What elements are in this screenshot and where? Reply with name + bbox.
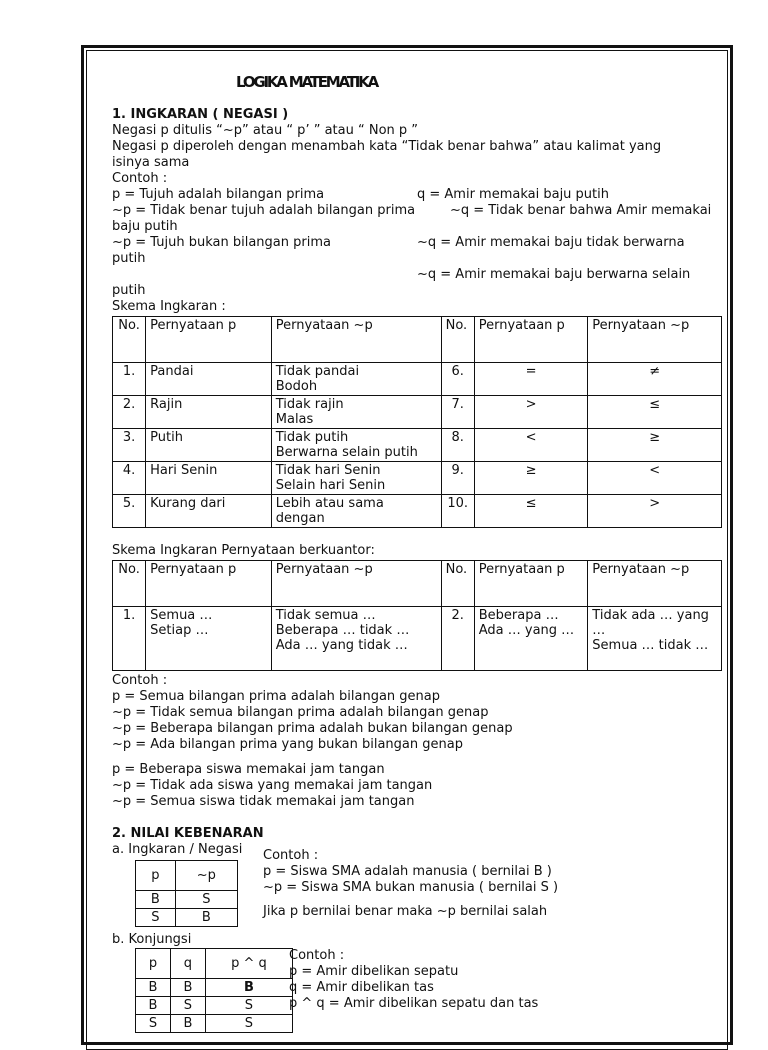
table-header-row [113, 561, 722, 607]
column-header: No. [113, 561, 146, 607]
example-right: q = Amir memakai baju putih [417, 187, 609, 202]
table-cell: Tidak semua … Beberapa … tidak … Ada … yang tidak … [271, 607, 441, 671]
example-left: baju putih [112, 219, 178, 234]
text-line: ~p = Beberapa bilangan prima adalah bukan bilangan genap [112, 721, 513, 736]
table-cell: ≥ [588, 429, 722, 462]
section2-heading: 2. NILAI KEBENARAN [112, 826, 264, 841]
table-header-row [136, 861, 238, 891]
table-cell: Rajin [146, 396, 272, 429]
negation-table [112, 316, 722, 528]
table-cell: Semua … Setiap … [146, 607, 272, 671]
column-header: ~p [175, 861, 237, 891]
table-cell: B [205, 979, 292, 997]
table-cell: Lebih atau sama dengan [271, 495, 441, 528]
table-cell: Tidak hari Senin Selain hari Senin [271, 462, 441, 495]
table-cell: B [170, 1015, 205, 1033]
text-line: p ^ q = Amir dibelikan sepatu dan tas [289, 996, 539, 1011]
table-row [113, 396, 722, 429]
column-header: No. [441, 317, 474, 363]
table-cell: < [474, 429, 588, 462]
negation-truth-table [135, 860, 238, 927]
table-cell: Tidak putih Berwarna selain putih [271, 429, 441, 462]
table-row [113, 462, 722, 495]
table-cell: S [205, 997, 292, 1015]
column-header: p ^ q [205, 949, 292, 979]
table-cell: Kurang dari [146, 495, 272, 528]
example-left: p = Tujuh adalah bilangan prima [112, 187, 325, 202]
text-line: q = Amir dibelikan tas [289, 980, 434, 995]
text-line: ~p = Tidak ada siswa yang memakai jam tangan [112, 778, 433, 793]
example-left: ~p = Tidak benar tujuh adalah bilangan prima [112, 203, 416, 218]
table-cell: 1. [113, 607, 146, 671]
table-cell: B [136, 979, 171, 997]
table-row [136, 997, 293, 1015]
text-line: Negasi p ditulis “~p” atau “ p’ ” atau “ Non p ” [112, 123, 419, 138]
table-cell: 8. [441, 429, 474, 462]
text-line: ~p = Semua siswa tidak memakai jam tangan [112, 794, 415, 809]
subsection-a-label: a. Ingkaran / Negasi [112, 842, 243, 857]
table-row [113, 363, 722, 396]
table-header-row [136, 949, 293, 979]
text-line: ~p = Ada bilangan prima yang bukan bilangan genap [112, 737, 463, 752]
column-header: p [136, 861, 176, 891]
table-cell: B [175, 909, 237, 927]
table-cell: 3. [113, 429, 146, 462]
table-cell: 7. [441, 396, 474, 429]
table-cell: Tidak pandai Bodoh [271, 363, 441, 396]
page-title: LOGIKA MATEMATIKA [236, 73, 377, 91]
table-cell: 1. [113, 363, 146, 396]
column-header: No. [113, 317, 146, 363]
table-cell: 4. [113, 462, 146, 495]
column-header: Pernyataan p [146, 561, 272, 607]
example-left: putih [112, 251, 146, 266]
table-cell: 9. [441, 462, 474, 495]
table-row [113, 607, 722, 671]
text-line: Contoh : [112, 673, 168, 688]
table-cell: S [136, 909, 176, 927]
subsection-b-label: b. Konjungsi [112, 932, 192, 947]
table-cell: ≥ [474, 462, 588, 495]
text-line: Contoh : [112, 171, 168, 186]
table-cell: 2. [441, 607, 474, 671]
table-cell: S [205, 1015, 292, 1033]
table-cell: Tidak ada … yang … Semua … tidak … [588, 607, 722, 671]
quantifier-table [112, 560, 722, 671]
column-header: Pernyataan ~p [271, 561, 441, 607]
text-line: p = Beberapa siswa memakai jam tangan [112, 762, 385, 777]
example-right: ~q = Amir memakai baju berwarna selain [417, 267, 691, 282]
skema2-label: Skema Ingkaran Pernyataan berkuantor: [112, 543, 375, 558]
table-cell: < [588, 462, 722, 495]
table-cell: S [136, 1015, 171, 1033]
column-header: No. [441, 561, 474, 607]
table-row [113, 429, 722, 462]
table-cell: Tidak rajin Malas [271, 396, 441, 429]
table-cell: 5. [113, 495, 146, 528]
table-cell: 2. [113, 396, 146, 429]
table-cell: Hari Senin [146, 462, 272, 495]
table-row [136, 891, 238, 909]
text-line: p = Semua bilangan prima adalah bilangan genap [112, 689, 441, 704]
text-line: Contoh : [289, 948, 345, 963]
table-cell: Beberapa … Ada … yang … [474, 607, 588, 671]
skema-label: Skema Ingkaran : [112, 299, 226, 314]
column-header: Pernyataan p [474, 317, 588, 363]
example-left: ~p = Tujuh bukan bilangan prima [112, 235, 331, 250]
table-cell: B [136, 891, 176, 909]
table-row [136, 979, 293, 997]
text-line: ~p = Tidak semua bilangan prima adalah bilangan genap [112, 705, 489, 720]
text-line: p = Siswa SMA adalah manusia ( bernilai B ) [263, 864, 552, 879]
table-cell: = [474, 363, 588, 396]
column-header: Pernyataan p [146, 317, 272, 363]
text-line: Contoh : [263, 848, 319, 863]
text-line: p = Amir dibelikan sepatu [289, 964, 459, 979]
table-cell: B [170, 979, 205, 997]
table-cell: ≠ [588, 363, 722, 396]
section1-heading: 1. INGKARAN ( NEGASI ) [112, 107, 289, 122]
text-line: ~p = Siswa SMA bukan manusia ( bernilai S ) [263, 880, 559, 895]
text-line: Negasi p diperoleh dengan menambah kata “Tidak benar bahwa” atau kalimat yang [112, 139, 662, 154]
table-cell: Putih [146, 429, 272, 462]
column-header: p [136, 949, 171, 979]
column-header: Pernyataan ~p [271, 317, 441, 363]
table-row [136, 909, 238, 927]
text-line: isinya sama [112, 155, 190, 170]
table-cell: S [170, 997, 205, 1015]
example-right: ~q = Tidak benar bahwa Amir memakai [450, 203, 712, 218]
text-line: Jika p bernilai benar maka ~p bernilai salah [263, 904, 548, 919]
table-cell: > [588, 495, 722, 528]
table-cell: 6. [441, 363, 474, 396]
table-cell: B [136, 997, 171, 1015]
conjunction-truth-table [135, 948, 293, 1033]
table-cell: Pandai [146, 363, 272, 396]
table-cell: > [474, 396, 588, 429]
table-row [113, 495, 722, 528]
column-header: Pernyataan ~p [588, 317, 722, 363]
table-cell: S [175, 891, 237, 909]
table-cell: ≤ [474, 495, 588, 528]
example-right: ~q = Amir memakai baju tidak berwarna [417, 235, 685, 250]
column-header: Pernyataan p [474, 561, 588, 607]
table-header-row [113, 317, 722, 363]
table-cell: ≤ [588, 396, 722, 429]
column-header: Pernyataan ~p [588, 561, 722, 607]
table-cell: 10. [441, 495, 474, 528]
example-left: putih [112, 283, 146, 298]
column-header: q [170, 949, 205, 979]
